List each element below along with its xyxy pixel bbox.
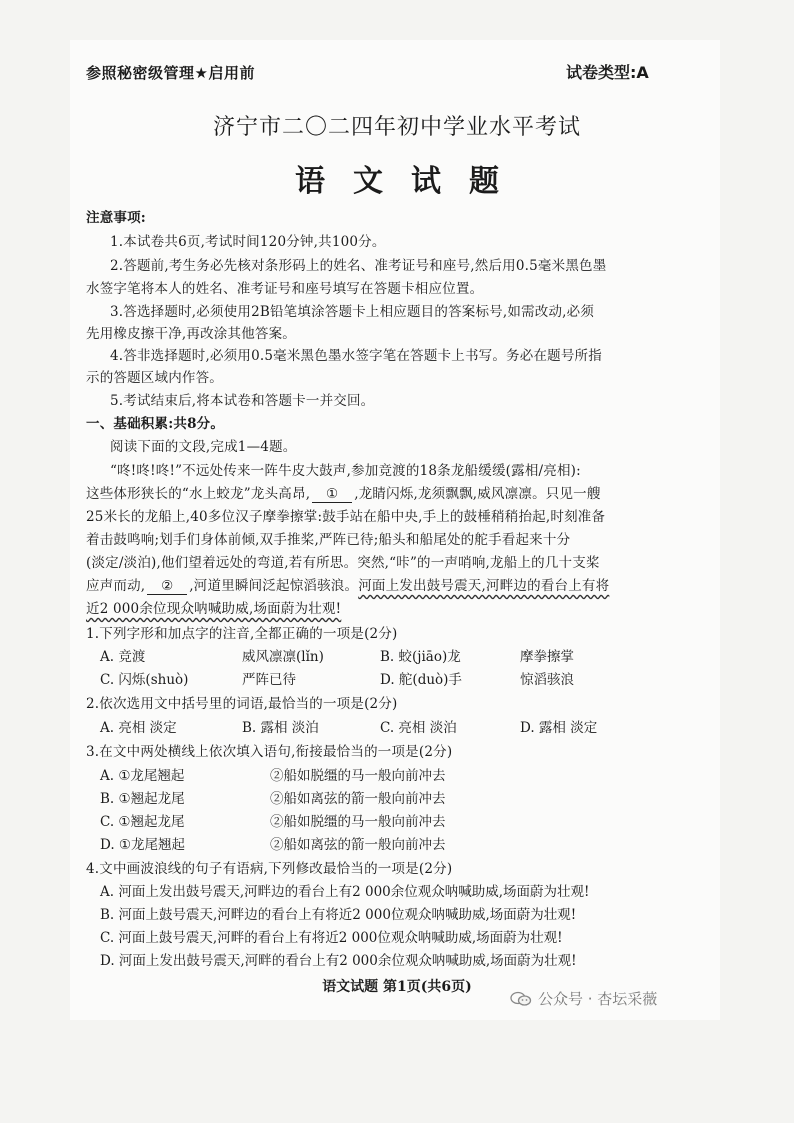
blank-2: ② <box>147 578 187 595</box>
q2-option: B. 露相 淡泊 <box>242 720 319 736</box>
subject-title: 语文试题 <box>295 164 527 199</box>
q3-option: ②船如脱缰的马一般向前冲去 <box>270 814 446 830</box>
note-item: 4.答非选择题时,必须用0.5毫米黑色墨水签字笔在答题卡上书写。务必在题号所指 <box>110 348 602 364</box>
note-item: 水签字笔将本人的姓名、准考证号和座号填写在答题卡相应位置。 <box>86 281 484 297</box>
wavy-sentence: 近2 000余位现众呐喊助威,场面蔚为壮观! <box>86 601 342 617</box>
note-item: 先用橡皮擦干净,再改涂其他答案。 <box>86 326 296 342</box>
exam-title: 济宁市二〇二四年初中学业水平考试 <box>212 115 581 140</box>
passage-line <box>86 597 341 617</box>
passage-text: ,龙睛闪烁,龙须飘飘,威风凛凛。只见一艘 <box>354 486 601 502</box>
note-item: 5.考试结束后,将本试卷和答题卡一并交回。 <box>110 393 375 409</box>
q2-option: A. 亮相 淡定 <box>100 720 177 736</box>
passage-text: 应声而动, <box>86 578 146 594</box>
q4-option: B. 河面上鼓号震天,河畔边的看台上有将近2 000位观众呐喊助威,场面蔚为壮观! <box>100 907 577 923</box>
q1-option: 惊滔骇浪 <box>520 672 574 688</box>
question-4-stem: 4.文中画波浪线的句子有语病,下列修改最恰当的一项是(2分) <box>86 861 453 877</box>
paper-type-label: 试卷类型:A <box>566 63 649 82</box>
note-item: 2.答题前,考生务必先核对条形码上的姓名、准考证号和座号,然后用0.5毫米黑色墨 <box>110 258 607 274</box>
question-1-stem: 1.下列字形和加点字的注音,全都正确的一项是(2分) <box>86 626 398 642</box>
q1-option: D. 舵(duò)手 <box>380 672 462 688</box>
q3-option: C. ①翘起龙尾 <box>100 814 185 830</box>
note-item: 示的答题区域内作答。 <box>86 370 223 386</box>
q2-option: D. 露相 淡定 <box>520 720 598 736</box>
q4-option: D. 河面上发出鼓号震天,河畔的看台上有2 000余位观众呐喊助威,场面蔚为壮观! <box>100 953 577 969</box>
confidential-label: 参照秘密级管理★启用前 <box>86 64 255 82</box>
wechat-icon <box>510 991 532 1007</box>
q3-option: ②船如离弦的箭一般向前冲去 <box>270 837 446 853</box>
q4-option: A. 河面上发出鼓号震天,河畔边的看台上有2 000余位观众呐喊助威,场面蔚为壮观! <box>100 884 590 900</box>
q1-option: A. 竞渡 <box>100 649 146 665</box>
note-item: 1.本试卷共6页,考试时间120分钟,共100分。 <box>110 234 386 250</box>
passage-line: (淡定/淡泊),他们望着远处的弯道,若有所思。突然,“咔”的一声哨响,龙船上的几十支桨 <box>86 555 600 571</box>
blank-1: ① <box>312 486 352 503</box>
q3-option: ②船如离弦的箭一般向前冲去 <box>270 791 446 807</box>
q3-option: D. ①龙尾翘起 <box>100 837 186 853</box>
page-footer: 语文试题 第1页(共6页) <box>322 979 472 995</box>
watermark <box>510 988 657 1009</box>
note-item: 3.答选择题时,必须使用2B铅笔填涂答题卡上相应题目的答案标号,如需改动,必须 <box>110 304 595 320</box>
q1-option: 威风凛凛(lǐn) <box>242 649 324 665</box>
wavy-sentence: 河面上发出鼓号震天,河畔边的看台上有将 <box>358 578 610 594</box>
q2-option: C. 亮相 淡泊 <box>380 720 457 736</box>
passage-line: “咚!咚!咚!”不远处传来一阵牛皮大鼓声,参加竞渡的18条龙船缓缓(露相/亮相): <box>110 463 581 479</box>
q1-option: 摩拳擦掌 <box>520 649 574 665</box>
q3-option: ②船如脱缰的马一般向前冲去 <box>270 768 446 784</box>
q1-option: B. 蛟(jiāo)龙 <box>380 649 461 665</box>
question-3-stem: 3.在文中两处横线上依次填入语句,衔接最恰当的一项是(2分) <box>86 744 453 760</box>
passage-text: ,河道里瞬间泛起惊滔骇浪。 <box>189 578 359 594</box>
watermark-text: 公众号 · 杏坛采薇 <box>538 990 658 1008</box>
passage-line <box>86 482 601 503</box>
passage-line <box>86 574 609 595</box>
q3-option: A. ①龙尾翘起 <box>100 768 185 784</box>
q4-option: C. 河面上鼓号震天,河畔的看台上有将近2 000位观众呐喊助威,场面蔚为壮观! <box>100 930 563 946</box>
passage-line: 着击鼓鸣响;划手们身体前倾,双手推桨,严阵已待;船头和船尾处的舵手看起来十分 <box>86 532 571 548</box>
section-intro: 阅读下面的文段,完成1—4题。 <box>110 439 297 455</box>
q1-option: C. 闪烁(shuò) <box>100 672 189 688</box>
section-title: 一、基础积累:共8分。 <box>86 416 225 432</box>
passage-text: 这些体形狭长的“水上蛟龙”龙头高昂, <box>86 486 311 502</box>
notes-heading: 注意事项: <box>86 210 146 226</box>
question-2-stem: 2.依次选用文中括号里的词语,最恰当的一项是(2分) <box>86 696 398 712</box>
q3-option: B. ①翘起龙尾 <box>100 791 185 807</box>
passage-line: 25米长的龙船上,40多位汉子摩拳擦掌:鼓手站在船中央,手上的鼓棰稍稍抬起,时刻准备 <box>86 509 606 525</box>
q1-option: 严阵已待 <box>242 672 296 688</box>
